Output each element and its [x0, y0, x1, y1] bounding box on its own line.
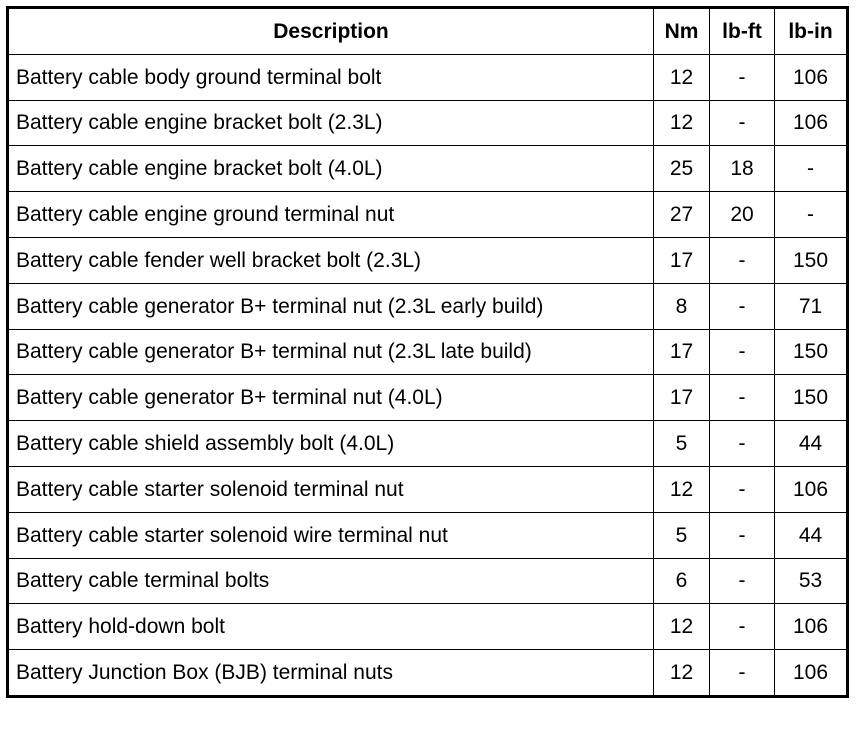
cell-nm: 12 [654, 54, 710, 100]
table-row [8, 100, 848, 146]
table-row [8, 421, 848, 467]
cell-nm: 12 [654, 650, 710, 697]
table-header-row [8, 8, 848, 55]
table-row [8, 283, 848, 329]
cell-nm: 17 [654, 237, 710, 283]
cell-lbin: 150 [775, 329, 848, 375]
cell-description: Battery cable engine bracket bolt (4.0L) [8, 146, 654, 192]
table-row [8, 192, 848, 238]
cell-lbft: - [710, 421, 775, 467]
table-row [8, 54, 848, 100]
cell-lbin: 106 [775, 54, 848, 100]
cell-lbft: - [710, 604, 775, 650]
cell-description: Battery cable starter solenoid terminal nut [8, 466, 654, 512]
cell-description: Battery cable engine bracket bolt (2.3L) [8, 100, 654, 146]
table-row [8, 146, 848, 192]
cell-lbft: - [710, 54, 775, 100]
cell-description: Battery cable shield assembly bolt (4.0L) [8, 421, 654, 467]
cell-description: Battery cable engine ground terminal nut [8, 192, 654, 238]
cell-lbft: 18 [710, 146, 775, 192]
cell-nm: 6 [654, 558, 710, 604]
cell-nm: 12 [654, 466, 710, 512]
cell-lbin: 106 [775, 466, 848, 512]
header-lbft: lb-ft [710, 8, 775, 55]
cell-description: Battery cable body ground terminal bolt [8, 54, 654, 100]
cell-description: Battery cable generator B+ terminal nut (4.0L) [8, 375, 654, 421]
cell-description: Battery cable starter solenoid wire terminal nut [8, 512, 654, 558]
cell-nm: 5 [654, 512, 710, 558]
cell-description: Battery cable terminal bolts [8, 558, 654, 604]
cell-lbft: - [710, 329, 775, 375]
cell-lbin: 106 [775, 650, 848, 697]
cell-description: Battery cable fender well bracket bolt (2.3L) [8, 237, 654, 283]
cell-nm: 17 [654, 375, 710, 421]
cell-lbin: - [775, 192, 848, 238]
table-row [8, 237, 848, 283]
cell-description: Battery hold-down bolt [8, 604, 654, 650]
cell-nm: 27 [654, 192, 710, 238]
cell-description: Battery cable generator B+ terminal nut (2.3L late build) [8, 329, 654, 375]
table-row [8, 466, 848, 512]
cell-lbin: 106 [775, 100, 848, 146]
cell-lbin: 44 [775, 421, 848, 467]
cell-lbft: - [710, 100, 775, 146]
header-description: Description [8, 8, 654, 55]
cell-lbft: 20 [710, 192, 775, 238]
table-row [8, 512, 848, 558]
table-row [8, 329, 848, 375]
cell-lbft: - [710, 466, 775, 512]
table-row [8, 604, 848, 650]
cell-nm: 12 [654, 604, 710, 650]
cell-lbft: - [710, 283, 775, 329]
cell-lbft: - [710, 650, 775, 697]
cell-nm: 8 [654, 283, 710, 329]
cell-lbin: - [775, 146, 848, 192]
cell-lbin: 71 [775, 283, 848, 329]
cell-nm: 17 [654, 329, 710, 375]
table-row [8, 558, 848, 604]
table-row [8, 375, 848, 421]
cell-lbft: - [710, 558, 775, 604]
cell-nm: 12 [654, 100, 710, 146]
cell-lbin: 106 [775, 604, 848, 650]
cell-lbin: 53 [775, 558, 848, 604]
torque-spec-table [6, 6, 849, 698]
cell-lbft: - [710, 237, 775, 283]
table-row [8, 650, 848, 697]
header-lbin: lb-in [775, 8, 848, 55]
cell-lbft: - [710, 512, 775, 558]
cell-lbft: - [710, 375, 775, 421]
cell-lbin: 44 [775, 512, 848, 558]
cell-description: Battery Junction Box (BJB) terminal nuts [8, 650, 654, 697]
cell-description: Battery cable generator B+ terminal nut (2.3L early build) [8, 283, 654, 329]
cell-lbin: 150 [775, 375, 848, 421]
cell-nm: 5 [654, 421, 710, 467]
cell-lbin: 150 [775, 237, 848, 283]
cell-nm: 25 [654, 146, 710, 192]
header-nm: Nm [654, 8, 710, 55]
